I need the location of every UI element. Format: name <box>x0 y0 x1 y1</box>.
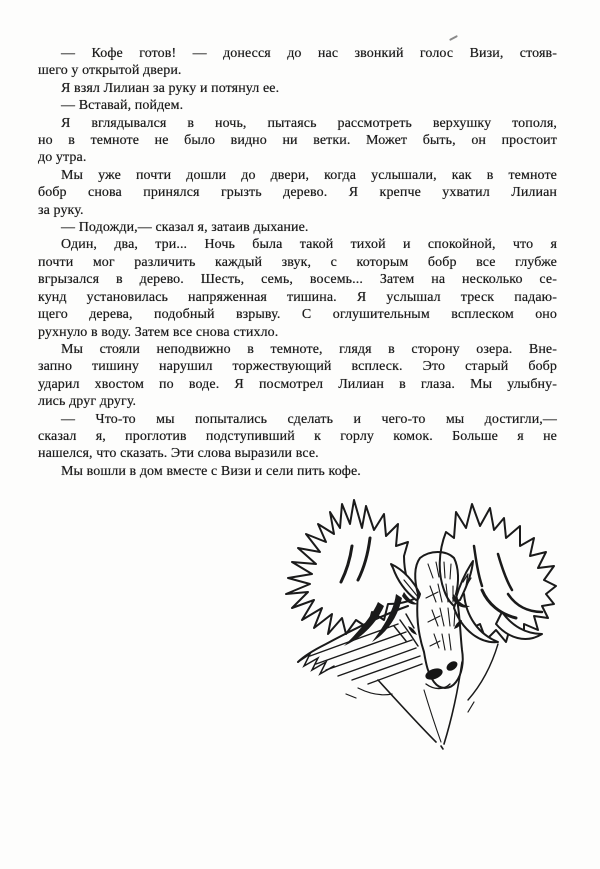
text-line: шего у открытой двери. <box>38 63 182 79</box>
text-line: ударил хвостом по воде. Я посмотрел Лилиан в глаза. Мы улыбну- <box>38 376 557 392</box>
dewlap-lines <box>346 644 498 749</box>
text-line: Один, два, три... Ночь была такой тихой и спокойной, что я <box>61 237 557 253</box>
text-line: — Кофе готов! — донесся до нас звонкий голос Визи, стояв- <box>61 46 557 61</box>
text-line: рухнуло в воду. Затем все снова стихло. <box>38 324 279 340</box>
text-line: почти мог различить каждый звук, с которым бобр все глубже <box>38 254 557 270</box>
scan-speck-artifact <box>449 35 458 41</box>
text-line: Я взял Лилиан за руку и потянул ее. <box>61 80 280 96</box>
moose-nose <box>408 620 462 682</box>
text-block <box>38 45 557 480</box>
text-line: лись друг другу. <box>38 394 137 410</box>
text-line: — Что-то мы попытались сделать и чего-то мы достигли,— <box>61 411 557 427</box>
text-line: щего дерева, подобный взрыву. С оглушительным всплеском оно <box>38 307 557 323</box>
text-line: Мы вошли в дом вместе с Визи и сели пить кофе. <box>61 463 361 479</box>
text-line: — Вставай, пойдем. <box>61 98 184 114</box>
text-line: кунд установилась напряженная тишина. Я услышал треск падаю- <box>38 289 557 305</box>
text-line: но в темноте не было видно ни ветки. Может быть, он простоит <box>38 133 557 149</box>
text-line: Мы уже почти дошли до двери, когда услышали, как в темноте <box>61 167 557 183</box>
text-line: бобр снова принялся грызть дерево. Я крепче ухватил Лилиан <box>38 185 557 201</box>
text-line: Мы стояли неподвижно в темноте, глядя в сторону озера. Вне- <box>61 341 557 357</box>
text-line: сказал я, проглотив подступивший к горлу комок. Больше я не <box>38 428 557 444</box>
text-line: — Подожди,— сказал я, затаив дыхание. <box>61 220 309 236</box>
text-line: за руку. <box>38 202 84 218</box>
text-line: до утра. <box>38 150 87 166</box>
text-line: запно тишину нарушил торжествующий всплеск. Это старый бобр <box>38 359 557 375</box>
text-line: вгрызался в дерево. Шесть, семь, восемь... Затем на несколько се- <box>38 272 557 288</box>
text-line: нашелся, что сказать. Эти слова выразили все. <box>38 446 319 462</box>
moose-head-illustration <box>258 494 568 754</box>
text-line: Я вглядывался в ночь, пытаясь рассмотреть верхушку тополя, <box>61 115 557 131</box>
